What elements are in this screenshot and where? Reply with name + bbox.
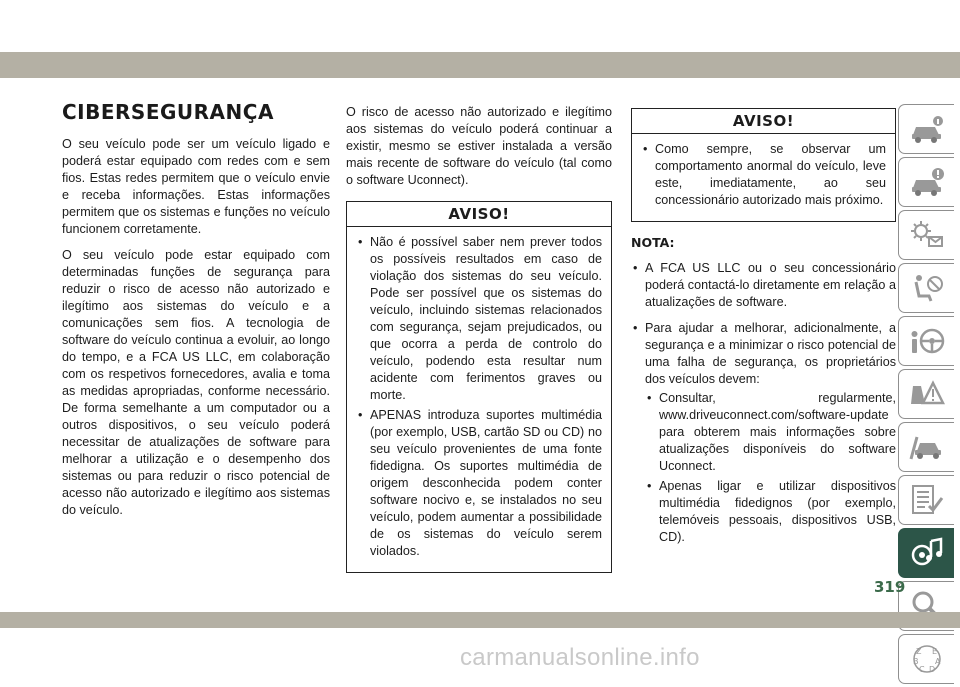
alphabet-index-icon [909, 643, 945, 675]
tab-car-service[interactable] [898, 422, 954, 472]
multimedia-icon [909, 537, 945, 569]
note-label: NOTA: [631, 235, 675, 250]
warning-title: AVISO! [347, 202, 611, 227]
column-3 [631, 108, 896, 555]
tab-steering-wheel[interactable] [898, 316, 954, 366]
warning-list [347, 227, 611, 572]
svg-text:E: E [931, 647, 937, 656]
note-text: A FCA US LLC ou o seu concessionário poderá contactá-lo diretamente em relação a atualizações de software. [645, 261, 896, 309]
chapter-tabs [898, 104, 956, 687]
steering-wheel-icon [909, 325, 945, 357]
warning-box [346, 201, 612, 573]
note-item [631, 260, 896, 311]
warning-item: • APENAS introduza suportes multimédia (por exemplo, USB, cartão SD ou CD) no seu veículo provenientes de uma fonte fidedigna. Os suportes multimédia de origem desconhecida podem conter software nocivo e, se instalados no seu veículo, podem aumentar a possibilidade de os sistemas do veículo serem violados. [356, 407, 602, 560]
paragraph: O seu veículo pode estar equipado com determinadas funções de segurança para reduzir o risco de acesso não autorizado e ilegítimo aos sistemas do veículo e a comunicações sem fios. A tecnologia de software do veículo continua a evoluir, ao longo do tempo, e a FCA US LLC, em colaboração com os respetivos fornecedores, avalia e toma as medidas apropriadas, conforme necessário. De forma semelhante a um computador ou a outros dispositivos, o seu veículo poderá necessitar de atualizações de software para melhorar a utilização e o desempenho dos sistemas ou para reduzir o risco potencial de acesso não autorizado e ilegítimo aos sistemas do veículo. [62, 248, 330, 517]
car-info-icon [909, 113, 945, 145]
tab-checklist[interactable] [898, 475, 954, 525]
tab-airbag-seat[interactable] [898, 263, 954, 313]
tab-car-warning[interactable] [898, 157, 954, 207]
tab-alphabet-index[interactable] [898, 634, 954, 684]
paragraph: O risco de acesso não autorizado e ilegítimo aos sistemas do veículo poderá continuar a existir, mesmo se estiver instalada a versão mais recente de software do veículo (tal como o software Uconnect). [346, 105, 612, 187]
top-color-band [0, 52, 960, 78]
svg-text:B: B [912, 657, 918, 666]
svg-text:D: D [928, 665, 935, 674]
section-title: CIBERSEGURANÇA [62, 100, 274, 124]
warning-title: AVISO! [632, 109, 895, 134]
warning-box [631, 108, 896, 222]
note-subitem: • Consultar, regularmente, www.driveuconnect.com/software-update para obterem mais informações sobre atualizações disponíveis do software Uconnect. [645, 390, 896, 475]
svg-text:C: C [918, 665, 925, 674]
checklist-icon [909, 484, 945, 516]
hazard-road-icon [909, 378, 945, 410]
tab-car-info[interactable] [898, 104, 954, 154]
watermark-text: carmanualsonline.info [460, 644, 700, 671]
car-warning-icon [909, 166, 945, 198]
note-item [631, 320, 896, 546]
tab-warning-lights[interactable] [898, 210, 954, 260]
svg-text:Z: Z [915, 647, 921, 656]
warning-list [632, 134, 895, 221]
svg-text:A: A [934, 657, 940, 666]
note-text: Para ajudar a melhorar, adicionalmente, a segurança e a minimizar o risco potencial de uma falha de segurança, os proprietários dos veículos devem: [645, 321, 896, 386]
column-1 [62, 100, 330, 528]
tab-multimedia[interactable] [898, 528, 954, 578]
warning-lights-icon [909, 219, 945, 251]
tab-hazard-road[interactable] [898, 369, 954, 419]
car-service-icon [909, 431, 945, 463]
note-subitem: • Apenas ligar e utilizar dispositivos multimédia fidedignos (por exemplo, telemóveis pessoais, dispositivos USB, CD). [645, 478, 896, 546]
warning-item: • Como sempre, se observar um comportamento anormal do veículo, leve este, imediatamente, ao seu concessionário autorizado mais próximo. [641, 141, 886, 209]
paragraph: O seu veículo pode ser um veículo ligado e poderá estar equipado com redes com e sem fios. Estas redes permitem que o veículo envie e receba informações. Estas informações permitem que os sistemas e funções no veículo funcionem corretamente. [62, 137, 330, 236]
warning-item: • Não é possível saber nem prever todos os possíveis resultados em caso de violação dos sistemas do seu veículo. Pode ser possível que os sistemas do veículo, incluindo sistemas relacionados com segurança, sejam prejudicados, ou que ocorra a perda de controlo do veículo, podendo esta resultar num acidente com ferimentos graves ou morte. [356, 234, 602, 404]
bottom-color-band [0, 612, 960, 628]
column-2 [346, 104, 612, 585]
note-subitems [645, 390, 896, 546]
page-number: 319 [874, 578, 906, 596]
airbag-seat-icon [909, 272, 945, 304]
notes-list [631, 260, 896, 546]
